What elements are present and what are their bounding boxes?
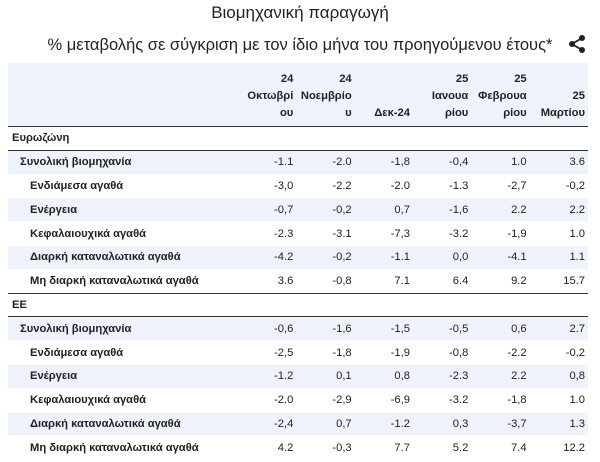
- column-header-text: 24: [280, 73, 294, 85]
- value-cell: 1.1: [530, 245, 588, 269]
- value-cell: 5.2: [413, 436, 471, 459]
- production-table: [8, 63, 588, 459]
- column-header-text: υ: [345, 107, 352, 119]
- column-header-text: 24: [339, 73, 352, 85]
- value-cell: 7.7: [355, 436, 413, 459]
- column-header-text: ου: [279, 107, 294, 119]
- column-header: [530, 63, 588, 127]
- column-header-text: Δεκ-24: [374, 107, 410, 119]
- value-cell: 1.0: [471, 150, 529, 174]
- table-row: [8, 436, 588, 459]
- value-cell: 6.4: [413, 269, 471, 293]
- value-cell: -2.3: [413, 364, 471, 388]
- column-header: [413, 63, 471, 127]
- column-header-text: Νοεμβρίο: [300, 90, 352, 102]
- value-cell: -2,9: [296, 388, 354, 412]
- value-cell: 7.4: [471, 436, 529, 459]
- value-cell: 1.0: [530, 222, 588, 246]
- group-cell: [355, 127, 413, 151]
- group-cell: [530, 293, 588, 317]
- column-header-text: Οκτωβρί: [247, 90, 294, 102]
- value-cell: -3,7: [471, 412, 529, 436]
- value-cell: -1,8: [355, 150, 413, 174]
- column-header-text: Μαρτίου: [540, 107, 585, 119]
- value-cell: 7.1: [355, 269, 413, 293]
- group-row: [8, 293, 588, 317]
- value-cell: -1,9: [355, 341, 413, 365]
- value-cell: 0,8: [355, 364, 413, 388]
- value-cell: -1,8: [296, 341, 354, 365]
- value-cell: -3.2: [413, 222, 471, 246]
- value-cell: -0,4: [413, 150, 471, 174]
- column-header-text: 25: [572, 90, 585, 102]
- value-cell: -0,7: [238, 198, 296, 222]
- value-cell: -0,8: [413, 341, 471, 365]
- row-label: Ενδιάμεσα αγαθά: [8, 174, 238, 198]
- value-cell: -0,6: [238, 317, 296, 341]
- value-cell: 0,7: [296, 412, 354, 436]
- value-cell: 0,8: [530, 364, 588, 388]
- row-label: Διαρκή καταναλωτικά αγαθά: [8, 245, 238, 269]
- group-cell: [238, 293, 296, 317]
- value-cell: -0,3: [296, 436, 354, 459]
- group-cell: [296, 127, 354, 151]
- table-row: [8, 388, 588, 412]
- value-cell: 4.2: [238, 436, 296, 459]
- value-cell: 0,1: [296, 364, 354, 388]
- row-label: Μη διαρκή καταναλωτικά αγαθά: [8, 269, 238, 293]
- group-cell: [413, 127, 471, 151]
- value-cell: -1,6: [413, 198, 471, 222]
- row-label: Μη διαρκή καταναλωτικά αγαθά: [8, 436, 238, 459]
- value-cell: 3.6: [530, 150, 588, 174]
- group-cell: [413, 293, 471, 317]
- group-cell: [355, 293, 413, 317]
- group-cell: [471, 127, 529, 151]
- table-row: [8, 150, 588, 174]
- value-cell: -1,6: [296, 317, 354, 341]
- value-cell: 0,3: [413, 412, 471, 436]
- value-cell: 1.0: [530, 388, 588, 412]
- value-cell: -2.0: [296, 150, 354, 174]
- row-label: Κεφαλαιουχικά αγαθά: [8, 222, 238, 246]
- column-header-text: ρίου: [503, 107, 527, 119]
- value-cell: -2,5: [238, 341, 296, 365]
- column-header-text: Ιανουα: [431, 90, 469, 102]
- group-label: ΕΕ: [8, 293, 238, 317]
- value-cell: 0,6: [471, 317, 529, 341]
- value-cell: -2,4: [238, 412, 296, 436]
- group-cell: [471, 293, 529, 317]
- value-cell: 0,0: [413, 245, 471, 269]
- value-cell: -2.0: [355, 174, 413, 198]
- value-cell: -0,8: [296, 269, 354, 293]
- group-cell: [530, 127, 588, 151]
- table-row: [8, 174, 588, 198]
- row-label: Συνολική βιομηχανία: [8, 317, 238, 341]
- value-cell: -1.2: [355, 412, 413, 436]
- value-cell: 2.2: [471, 364, 529, 388]
- value-cell: -0,2: [530, 174, 588, 198]
- table-row: [8, 198, 588, 222]
- value-cell: -4.1: [471, 245, 529, 269]
- value-cell: -0,2: [530, 341, 588, 365]
- value-cell: 15.7: [530, 269, 588, 293]
- value-cell: 12.2: [530, 436, 588, 459]
- row-label: Διαρκή καταναλωτικά αγαθά: [8, 412, 238, 436]
- value-cell: -1,9: [471, 222, 529, 246]
- value-cell: -1.1: [355, 245, 413, 269]
- value-cell: 9.2: [471, 269, 529, 293]
- column-header: [238, 63, 296, 127]
- column-header: [296, 63, 354, 127]
- column-header: [355, 63, 413, 127]
- table-row: [8, 412, 588, 436]
- value-cell: -0,2: [296, 245, 354, 269]
- table-row: [8, 222, 588, 246]
- row-label: Ενέργεια: [8, 198, 238, 222]
- value-cell: -1.3: [413, 174, 471, 198]
- value-cell: -2.2: [471, 341, 529, 365]
- value-cell: -3.2: [413, 388, 471, 412]
- value-cell: -2.3: [238, 222, 296, 246]
- table-row: [8, 364, 588, 388]
- group-label: Ευρωζώνη: [8, 127, 238, 151]
- group-cell: [238, 127, 296, 151]
- value-cell: -4.2: [238, 245, 296, 269]
- group-row: [8, 127, 588, 151]
- table-row: [8, 317, 588, 341]
- value-cell: -0,5: [413, 317, 471, 341]
- value-cell: -0,2: [296, 198, 354, 222]
- header-row: [8, 63, 588, 127]
- value-cell: 3.6: [238, 269, 296, 293]
- group-cell: [296, 293, 354, 317]
- table-row: [8, 269, 588, 293]
- value-cell: -1.1: [238, 150, 296, 174]
- table-row: [8, 245, 588, 269]
- value-cell: -3.1: [296, 222, 354, 246]
- row-label: Κεφαλαιουχικά αγαθά: [8, 388, 238, 412]
- value-cell: -3,0: [238, 174, 296, 198]
- value-cell: -1,5: [355, 317, 413, 341]
- value-cell: 2.2: [471, 198, 529, 222]
- value-cell: 1.3: [530, 412, 588, 436]
- value-cell: -2,7: [471, 174, 529, 198]
- value-cell: 2.2: [530, 198, 588, 222]
- row-label: Ενέργεια: [8, 364, 238, 388]
- column-header-text: ρίου: [444, 107, 469, 119]
- page-title: Βιομηχανική παραγωγή: [211, 3, 389, 22]
- header-corner: [8, 63, 238, 127]
- table-subtitle: % μεταβολής σε σύγκριση με τον ίδιο μήνα του προηγούμενου έτους*: [47, 36, 553, 54]
- row-label: Συνολική βιομηχανία: [8, 150, 238, 174]
- column-header: [471, 63, 529, 127]
- value-cell: 0,7: [355, 198, 413, 222]
- column-header-text: 25: [514, 73, 527, 85]
- value-cell: -7,3: [355, 222, 413, 246]
- column-header-text: 25: [455, 73, 469, 85]
- value-cell: -1,8: [471, 388, 529, 412]
- value-cell: -1.2: [238, 364, 296, 388]
- column-header-text: Φεβρουα: [478, 90, 527, 102]
- row-label: Ενδιάμεσα αγαθά: [8, 341, 238, 365]
- value-cell: -6,9: [355, 388, 413, 412]
- value-cell: 2.7: [530, 317, 588, 341]
- share-icon[interactable]: [567, 34, 587, 54]
- value-cell: -2.2: [296, 174, 354, 198]
- table-row: [8, 341, 588, 365]
- value-cell: -2.0: [238, 388, 296, 412]
